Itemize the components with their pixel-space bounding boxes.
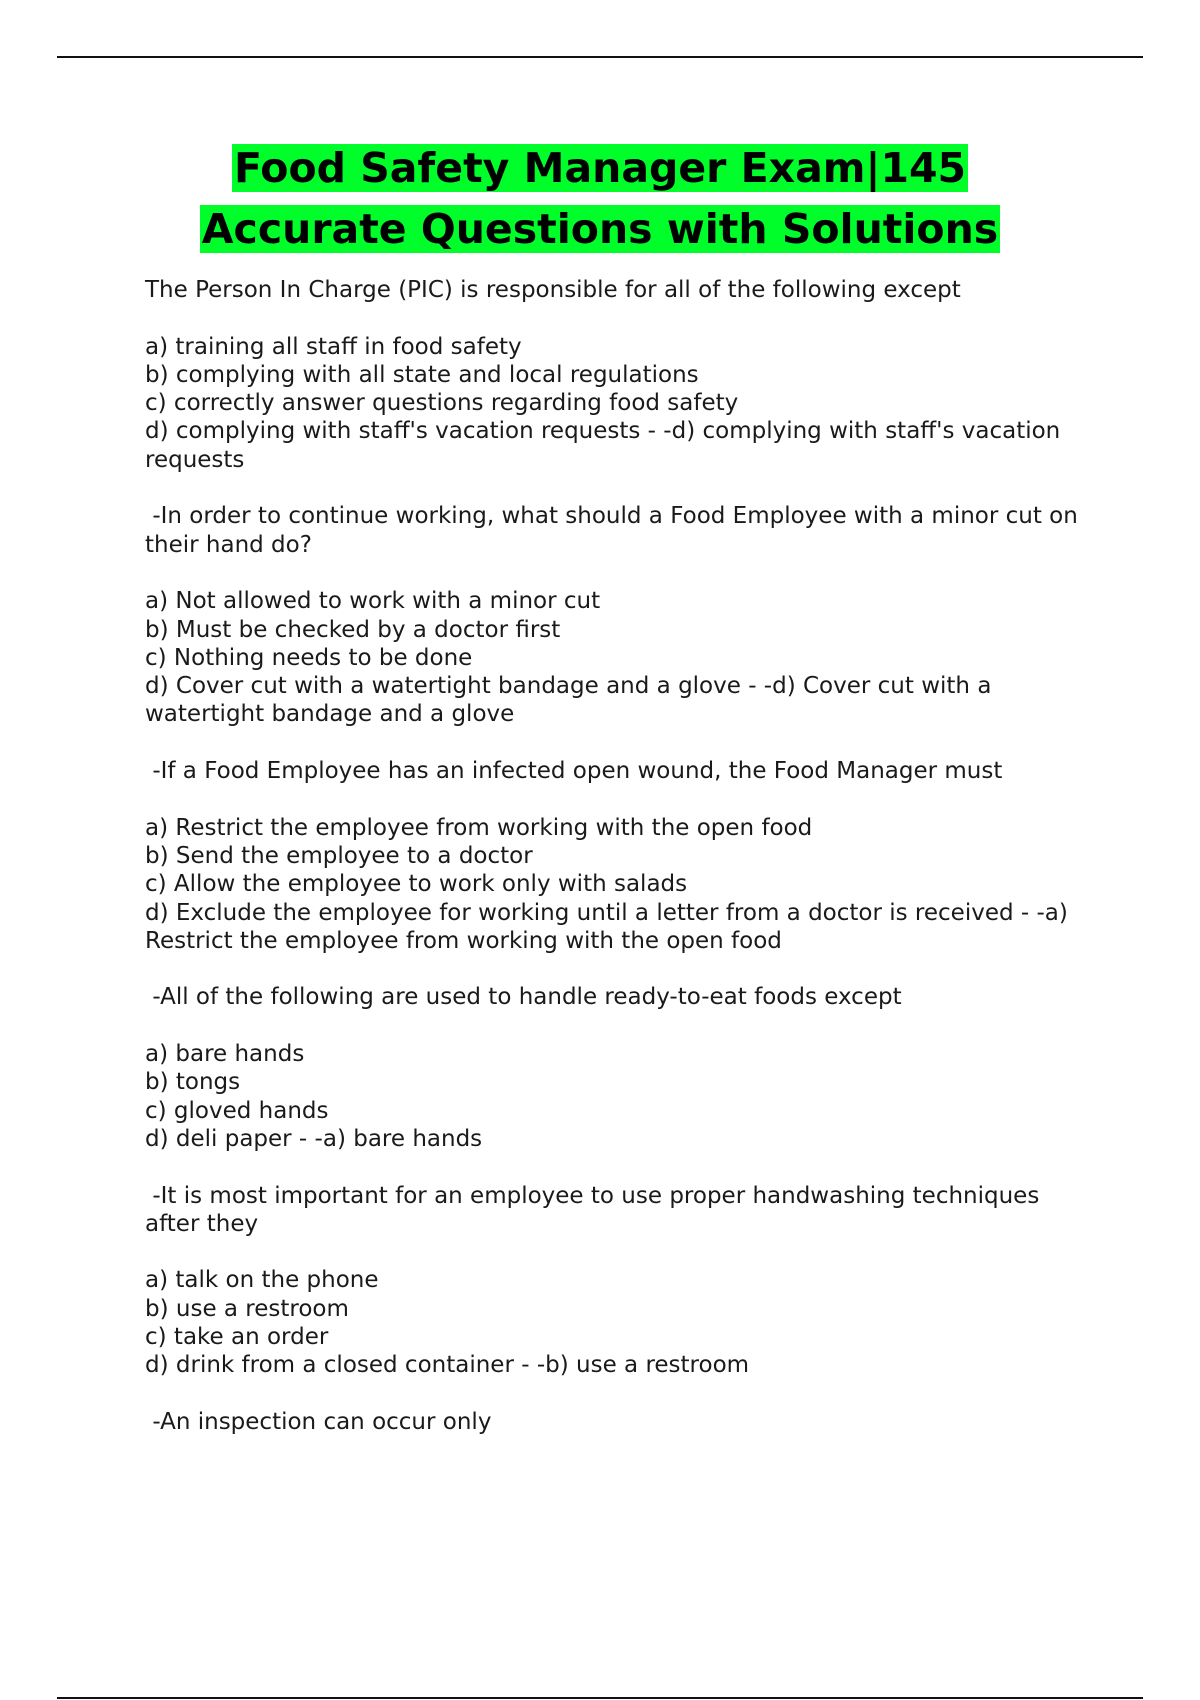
question-prompt: -All of the following are used to handle ready-to-eat foods except xyxy=(145,984,902,1011)
answer-option: d) Exclude the employee for working until a letter from a doctor is received - -a) Restrict the employee from working with the open food xyxy=(145,899,1068,954)
header-rule xyxy=(57,56,1143,58)
answer-option: c) Allow the employee to work only with salads xyxy=(145,871,688,898)
answer-option: b) Must be checked by a doctor first xyxy=(145,616,561,643)
answer-option: a) Restrict the employee from working with the open food xyxy=(145,814,813,841)
answer-option: d) complying with staff's vacation requests - -d) complying with staff's vacation requests xyxy=(145,418,1061,473)
answer-option: a) bare hands xyxy=(145,1041,305,1068)
answer-option: c) gloved hands xyxy=(145,1097,329,1124)
question-prompt: -If a Food Employee has an infected open wound, the Food Manager must xyxy=(145,758,1003,785)
answer-option: a) Not allowed to work with a minor cut xyxy=(145,588,601,615)
answer-option: b) Send the employee to a doctor xyxy=(145,842,533,869)
answer-options xyxy=(145,1266,1095,1379)
title-line-2: Accurate Questions with Solutions xyxy=(201,205,999,253)
answer-option: c) correctly answer questions regarding food safety xyxy=(145,390,739,417)
title-line-1: Food Safety Manager Exam|145 xyxy=(233,144,967,192)
answer-option: a) talk on the phone xyxy=(145,1267,379,1294)
answer-option: c) Nothing needs to be done xyxy=(145,644,473,671)
answer-options xyxy=(145,333,1095,474)
answer-option: b) complying with all state and local regulations xyxy=(145,361,699,388)
document-title xyxy=(60,142,1140,264)
footer-rule xyxy=(57,1697,1143,1699)
answer-options xyxy=(145,587,1095,728)
answer-option: b) tongs xyxy=(145,1069,241,1096)
answer-options xyxy=(145,814,1095,955)
answer-option: d) drink from a closed container - -b) use a restroom xyxy=(145,1352,750,1379)
answer-option: a) training all staff in food safety xyxy=(145,333,522,360)
answer-option: d) Cover cut with a watertight bandage and a glove - -d) Cover cut with a watertight bandage and a glove xyxy=(145,673,992,728)
answer-option: c) take an order xyxy=(145,1323,329,1350)
answer-options xyxy=(145,1040,1095,1153)
question-prompt: -An inspection can occur only xyxy=(145,1408,492,1435)
answer-option: b) use a restroom xyxy=(145,1295,349,1322)
question-prompt: -In order to continue working, what should a Food Employee with a minor cut on their hand do? xyxy=(145,503,1086,558)
question-list xyxy=(145,276,1095,1464)
question-prompt: -It is most important for an employee to use proper handwashing techniques after they xyxy=(145,1182,1047,1237)
question-prompt: The Person In Charge (PIC) is responsible for all of the following except xyxy=(145,277,961,303)
answer-option: d) deli paper - -a) bare hands xyxy=(145,1125,483,1152)
